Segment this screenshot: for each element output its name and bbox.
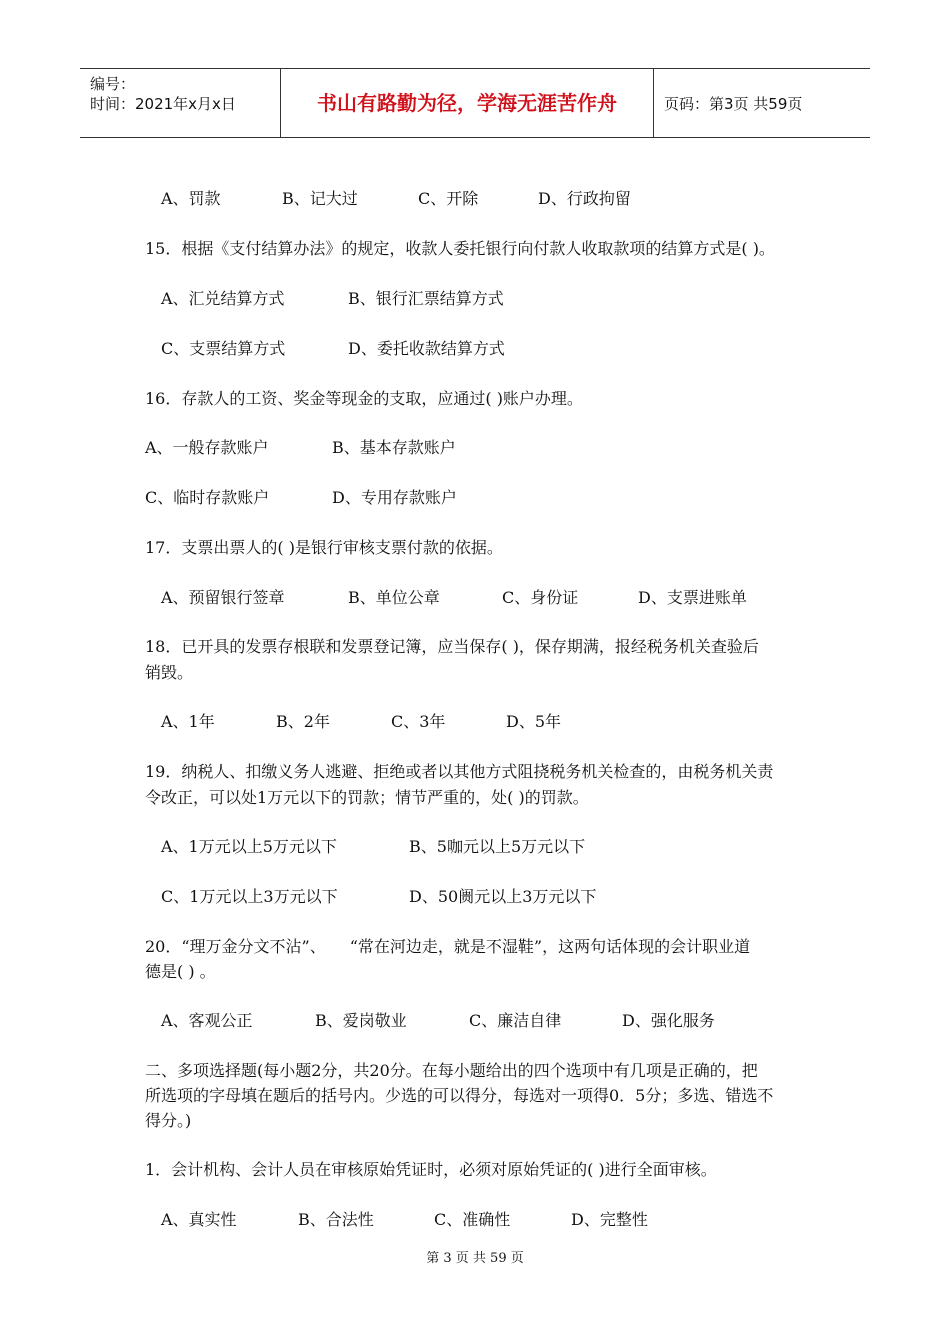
time-label: 时间：2021年x月x日	[90, 95, 236, 113]
q17-option-d: D、支票进账单	[638, 588, 747, 607]
number-label: 编号：	[90, 75, 136, 93]
q19-option-a: A、1万元以上5万元以下	[161, 837, 337, 856]
q19-option-c: C、1万元以上3万元以下	[161, 887, 338, 906]
q20-option-b: B、爱岗敬业	[315, 1011, 407, 1030]
header-page-info: 页码：第3页 共59页	[664, 95, 803, 113]
page-header	[80, 68, 870, 138]
header-meta	[80, 69, 281, 137]
section2-heading-line2: 所选项的字母填在题后的括号内。少选的可以得分，每选对一项得0．5分；多选、错选不	[145, 1086, 774, 1105]
q17-stem: 17．支票出票人的( )是银行审核支票付款的依据。	[145, 538, 503, 557]
q15-stem: 15．根据《支付结算办法》的规定，收款人委托银行向付款人收取款项的结算方式是( )。	[145, 239, 775, 258]
header-motto: 书山有路勤为径，学海无涯苦作舟	[281, 69, 654, 137]
q17-option-a: A、预留银行签章	[161, 588, 285, 607]
q19-stem-line2: 令改正，可以处1万元以下的罚款；情节严重的，处( )的罚款。	[145, 788, 589, 807]
q14-option-d: D、行政拘留	[538, 189, 631, 208]
m1-option-b: B、合法性	[298, 1210, 374, 1229]
q17-option-b: B、单位公章	[348, 588, 440, 607]
q15-option-b: B、银行汇票结算方式	[348, 289, 504, 308]
q18-stem-line1: 18．已开具的发票存根联和发票登记簿，应当保存( )，保存期满，报经税务机关查验后	[145, 637, 759, 656]
q18-option-b: B、2年	[276, 712, 330, 731]
q20-option-c: C、廉洁自律	[469, 1011, 562, 1030]
m1-option-c: C、准确性	[434, 1210, 511, 1229]
q18-option-d: D、5年	[506, 712, 562, 731]
q18-stem-line2: 销毁。	[145, 663, 194, 682]
q15-option-c: C、支票结算方式	[161, 339, 286, 358]
q14-option-b: B、记大过	[282, 189, 358, 208]
q19-option-d: D、50阓元以上3万元以下	[409, 887, 597, 906]
m1-option-d: D、完整性	[571, 1210, 648, 1229]
m1-option-a: A、真实性	[161, 1210, 237, 1229]
q20-stem-line2: 德是( ) 。	[145, 962, 216, 981]
q16-stem: 16．存款人的工资、奖金等现金的支取，应通过( )账户办理。	[145, 389, 583, 408]
q15-option-d: D、委托收款结算方式	[348, 339, 505, 358]
q20-option-a: A、客观公正	[161, 1011, 253, 1030]
section2-heading-line1: 二、多项选择题(每小题2分，共20分。在每小题给出的四个选项中有几项是正确的，把	[145, 1061, 758, 1080]
q14-option-c: C、开除	[418, 189, 479, 208]
q19-stem-line1: 19．纳税人、扣缴义务人逃避、拒绝或者以其他方式阻挠税务机关检查的，由税务机关责	[145, 762, 774, 781]
q15-option-a: A、汇兑结算方式	[161, 289, 285, 308]
page-footer: 第 3 页 共 59 页	[426, 1251, 524, 1266]
q18-option-c: C、3年	[391, 712, 446, 731]
q17-option-c: C、身份证	[502, 588, 579, 607]
q18-option-a: A、1年	[161, 712, 215, 731]
q19-option-b: B、5咖元以上5万元以下	[409, 837, 586, 856]
m1-stem: 1．会计机构、会计人员在审核原始凭证时，必须对原始凭证的( )进行全面审核。	[145, 1160, 717, 1179]
q20-option-d: D、强化服务	[622, 1011, 715, 1030]
q16-option-d: D、专用存款账户	[332, 488, 457, 507]
section2-heading-line3: 得分。)	[145, 1111, 192, 1130]
q20-stem-line1: 20．“理万金分文不沾”、 “常在河边走，就是不湿鞋”，这两句话体现的会计职业道	[145, 937, 751, 956]
q14-option-a: A、罚款	[161, 189, 221, 208]
q16-option-a: A、一般存款账户	[145, 438, 269, 457]
q16-option-c: C、临时存款账户	[145, 488, 270, 507]
q16-option-b: B、基本存款账户	[332, 438, 456, 457]
